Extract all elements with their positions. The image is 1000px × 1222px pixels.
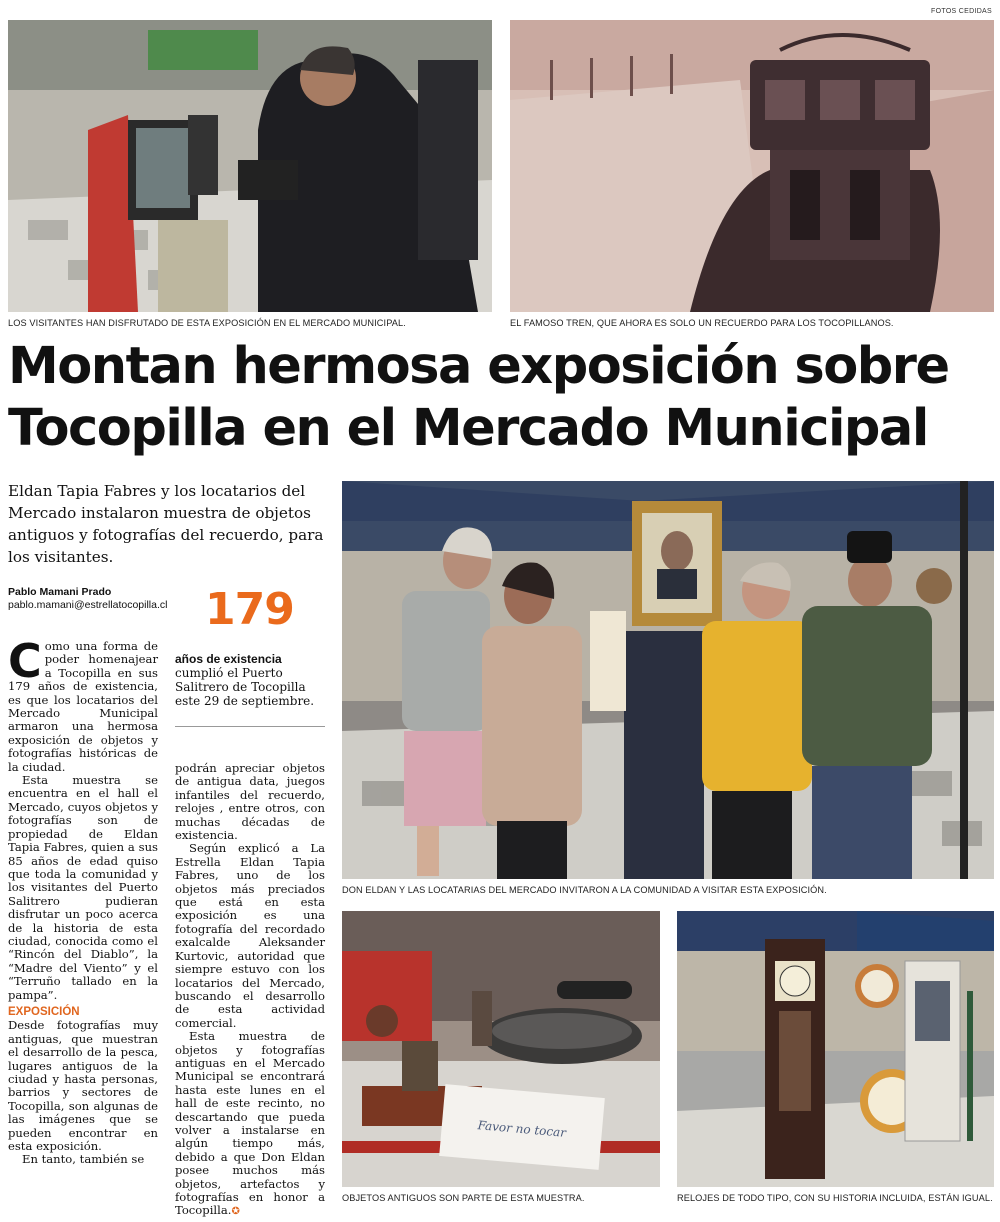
caption-group: DON ELDAN Y LAS LOCATARIAS DEL MERCADO INVITARON A LA COMUNIDAD A VISITAR ESTA EXPOSICIÓN.: [342, 885, 827, 895]
author-name: Pablo Mamani Prado: [8, 586, 112, 598]
paragraph-5: podrán apreciar objetos de antigua data, juegos infantiles del recuerdo, relojes , entre otros, con muchas décadas de existencia.: [175, 761, 325, 843]
photo-visitors: [8, 20, 492, 312]
body-column-2: [175, 762, 325, 1219]
highlight-bold: años de existencia: [175, 652, 282, 666]
body-column-1: [8, 634, 158, 1167]
end-mark: ✪: [231, 1206, 240, 1218]
photo-credit: FOTOS CEDIDAS: [931, 8, 992, 15]
photo-clocks: [677, 911, 994, 1187]
highlight-text: [175, 652, 325, 708]
paragraph-7: Esta muestra de objetos y fotografías antiguas en el Mercado Municipal se encontrará hasta este lunes en el hall de este recinto, no descartando que pueda volver a instalarse en algún tiempo más, debido a que Don Eldan posee muchos más objetos, artefactos y fotografías en honor a Tocopilla.: [175, 1029, 325, 1218]
caption-objects: OBJETOS ANTIGUOS SON PARTE DE ESTA MUESTRA.: [342, 1193, 585, 1203]
paragraph-1: omo una forma de poder homenajear a Tocopilla en sus 179 años de existencia, es que los locatarios del Mercado Municipal armaron una hermosa exposición de objetos y fotografías históricas de la ciudad.: [8, 639, 158, 774]
photo-objects: [342, 911, 660, 1187]
paragraph-6: Según explicó a La Estrella Eldan Tapia Fabres, uno de los objetos más preciados que está en esta exposición es una fotografía del recordado exalcalde Aleksander Kurtovic, autoridad que siempre estuvo con los locatarios del Mercado, buscando el desarrollo de esta actividad comercial.: [175, 841, 325, 1030]
caption-clocks: RELOJES DE TODO TIPO, CON SU HISTORIA INCLUIDA, ESTÁN IGUAL.: [677, 1193, 993, 1203]
photo-train: [510, 20, 994, 312]
highlight-rule: [175, 726, 325, 727]
paragraph-3: Desde fotografías muy antiguas, que muestran el desarrollo de la pesca, lugares antiguos de la ciudad y hasta personas, barrios y sectores de Tocopilla, son algunas de las imágenes que se pueden encontrar en esta exposición.: [8, 1018, 158, 1154]
highlight-number: 179: [205, 584, 294, 635]
headline: [8, 336, 992, 460]
headline-line-1: Montan hermosa exposición sobre: [8, 337, 949, 396]
sign-note: Favor no tocar: [477, 1118, 567, 1140]
subhead-exposicion: EXPOSICIÓN: [8, 1005, 80, 1018]
paragraph-4: En tanto, también se: [22, 1152, 145, 1167]
caption-visitors: LOS VISITANTES HAN DISFRUTADO DE ESTA EXPOSICIÓN EN EL MERCADO MUNICIPAL.: [8, 318, 406, 328]
headline-line-2: Tocopilla en el Mercado Municipal: [8, 399, 928, 458]
paragraph-2: Esta muestra se encuentra en el hall el Mercado, cuyos objetos y fotografías son de propiedad de Eldan Tapia Fabres, quien a sus 85 años de edad quiso que toda la comunidad y los visitantes del Puerto Salitrero pudieran disfrutar un poco acerca de la historia de esta ciudad, conocida como el “Rincón del Diablo”, la “Madre del Viento” y el “Terruño tallado en la pampa”.: [8, 773, 158, 1002]
author-byline: [8, 586, 167, 612]
caption-train: EL FAMOSO TREN, QUE AHORA ES SOLO UN RECUERDO PARA LOS TOCOPILLANOS.: [510, 318, 894, 328]
deck: Eldan Tapia Fabres y los locatarios del Mercado instalaron muestra de objetos antiguos y fotografías del recuerdo, para los visitantes.: [8, 482, 324, 566]
author-email: pablo.mamani@estrellatocopilla.cl: [8, 599, 168, 611]
drop-cap: C: [8, 634, 42, 688]
highlight-rest: cumplió el Puerto Salitrero de Tocopilla este 29 de septiembre.: [175, 666, 315, 708]
photo-group: [342, 481, 994, 879]
